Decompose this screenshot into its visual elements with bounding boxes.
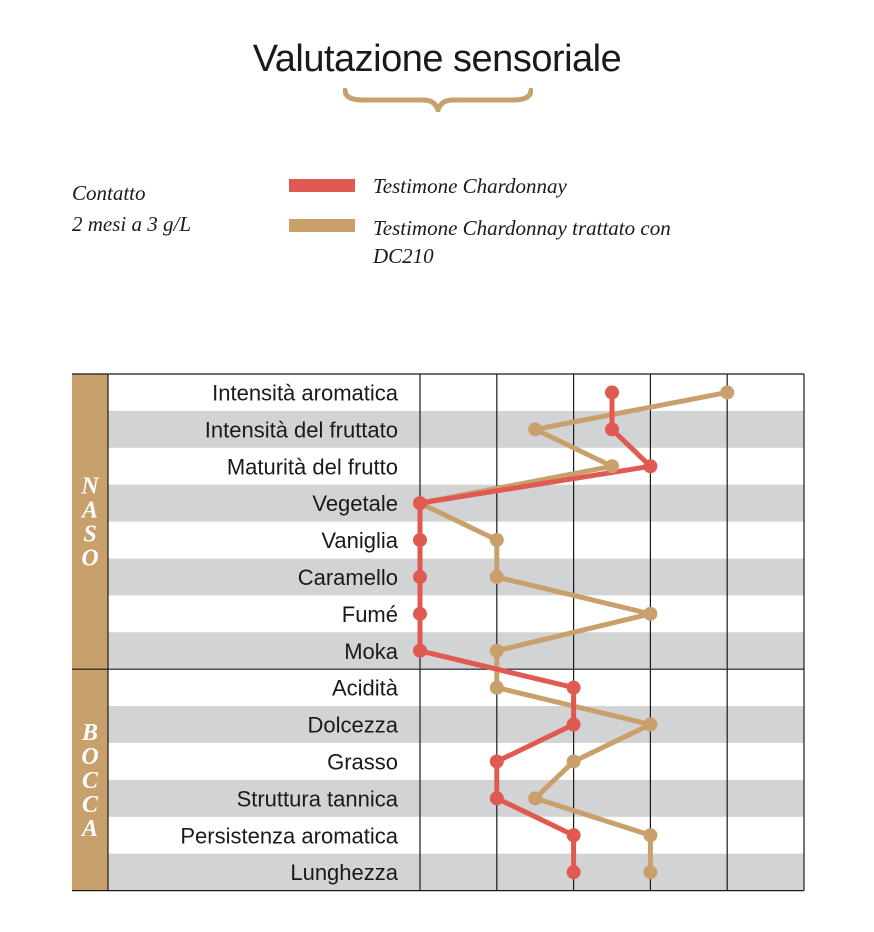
category-label: Fumé <box>341 601 398 627</box>
data-point <box>413 607 427 621</box>
category-label: Vegetale <box>312 491 398 517</box>
data-point <box>490 754 504 768</box>
data-point <box>490 644 504 658</box>
data-point <box>490 791 504 805</box>
data-point <box>567 718 581 732</box>
data-point <box>643 607 657 621</box>
data-point <box>490 681 504 695</box>
category-label: Caramello <box>297 564 398 590</box>
category-label: Moka <box>344 638 398 664</box>
row-band <box>108 780 804 817</box>
data-point <box>605 422 619 436</box>
data-point <box>643 718 657 732</box>
data-point <box>490 570 504 584</box>
data-point <box>413 496 427 510</box>
category-label: Intensità del fruttato <box>204 417 398 443</box>
data-point <box>605 459 619 473</box>
group-letter: A <box>81 497 99 524</box>
group-letter: O <box>81 545 99 572</box>
data-point <box>567 754 581 768</box>
data-point <box>567 865 581 879</box>
data-point <box>413 533 427 547</box>
data-point <box>528 791 542 805</box>
legend-label-red: Testimone Chardonnay <box>373 174 567 198</box>
data-point <box>567 681 581 695</box>
category-label: Lunghezza <box>290 860 398 886</box>
data-point <box>643 828 657 842</box>
group-letter: N <box>81 473 99 500</box>
contact-line-1: Contatto <box>72 181 146 205</box>
group-letter: A <box>81 815 99 842</box>
row-band <box>108 485 804 522</box>
group-letter: B <box>81 719 99 746</box>
data-point <box>643 865 657 879</box>
group-letter: S <box>83 521 97 548</box>
data-point <box>413 644 427 658</box>
data-point <box>528 422 542 436</box>
row-band <box>108 706 804 743</box>
group-letter: C <box>81 791 99 818</box>
row-band <box>108 559 804 596</box>
contact-line-2: 2 mesi a 3 g/L <box>72 212 192 236</box>
category-label: Persistenza aromatica <box>180 823 398 849</box>
data-point <box>720 385 734 399</box>
data-point <box>490 533 504 547</box>
category-label: Dolcezza <box>307 712 398 738</box>
category-label: Intensità aromatica <box>212 380 398 406</box>
category-label: Grasso <box>327 749 398 775</box>
category-label: Maturità del frutto <box>226 454 398 480</box>
group-letter: O <box>81 743 99 770</box>
row-band <box>108 632 804 669</box>
data-point <box>643 459 657 473</box>
data-point <box>413 570 427 584</box>
category-label: Acidità <box>331 675 398 701</box>
group-letter: C <box>81 767 99 794</box>
category-label: Struttura tannica <box>236 786 398 812</box>
page-title: Valutazione sensoriale <box>252 38 622 80</box>
legend-label-gold: Testimone Chardonnay trattato con DC210 <box>373 216 671 268</box>
data-point <box>567 828 581 842</box>
category-label: Vaniglia <box>321 528 398 554</box>
row-band <box>108 854 804 891</box>
data-point <box>605 385 619 399</box>
